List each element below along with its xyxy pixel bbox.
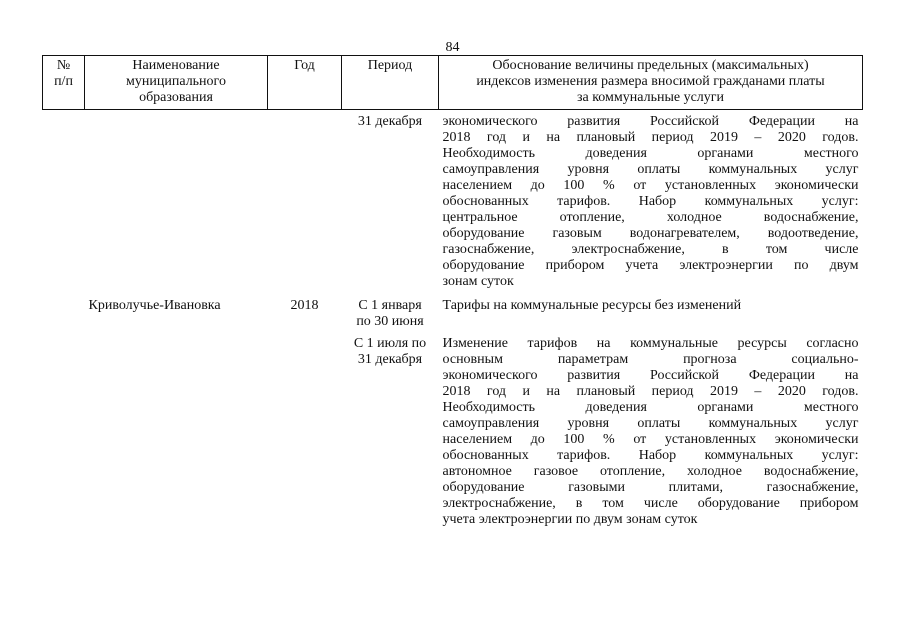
justification-line: центральное отопление, холодное водоснабжение, xyxy=(442,210,859,225)
municipality-name: Криволучье-Ивановка xyxy=(88,298,221,313)
justification-line: самоуправления уровня оплаты коммунальных услуг xyxy=(442,162,859,177)
row-number xyxy=(43,330,85,528)
justification-line: обоснованных тарифов. Набор коммунальных услуг: xyxy=(442,448,859,463)
header-year: Год xyxy=(268,56,342,110)
period-line: по 30 июня xyxy=(356,314,424,329)
justification-line: населением до 100 % от установленных экономически xyxy=(442,432,859,447)
table-body xyxy=(43,110,863,529)
header-municipality: Наименование муниципального образования xyxy=(85,56,268,110)
row-number xyxy=(43,110,85,295)
justification-line: оборудование газовым водонагревателем, водоотведение, xyxy=(442,226,859,241)
justification-line: Тарифы на коммунальные ресурсы без изменений xyxy=(442,298,742,313)
justification-text xyxy=(439,110,863,295)
justification-line: зонам суток xyxy=(442,274,514,289)
period-line: 31 декабря xyxy=(357,352,423,367)
justification-line: оборудование прибором учета электроэнергии по двум xyxy=(442,258,859,273)
table-header xyxy=(43,56,863,110)
year-value xyxy=(268,330,342,528)
table-row xyxy=(43,330,863,528)
justification-line: 2018 год и на плановый период 2019 – 2020 годов. xyxy=(442,384,859,399)
justification-line: Необходимость доведения органами местного xyxy=(442,146,859,161)
justification-line: самоуправления уровня оплаты коммунальных услуг xyxy=(442,416,859,431)
header-row xyxy=(43,56,863,110)
justification-line: экономического развития Российской Федерации на xyxy=(442,368,859,383)
page-number: 84 xyxy=(445,40,460,55)
justification-line: Изменение тарифов на коммунальные ресурсы согласно xyxy=(442,336,859,351)
justification-line: населением до 100 % от установленных экономически xyxy=(442,178,859,193)
justification-text xyxy=(439,330,863,528)
period-value xyxy=(342,110,439,295)
justification-line: Необходимость доведения органами местного xyxy=(442,400,859,415)
period-value xyxy=(342,330,439,528)
justification-line: электроснабжение, в том числе оборудование прибором xyxy=(442,496,859,511)
row-number xyxy=(43,294,85,330)
justification-line: обоснованных тарифов. Набор коммунальных услуг: xyxy=(442,194,859,209)
year-value xyxy=(268,110,342,295)
justification-line: газоснабжение, электроснабжение, в том числе xyxy=(442,242,859,257)
justification-line: оборудование газовыми плитами, газоснабжение, xyxy=(442,480,859,495)
period-line: 31 декабря xyxy=(357,114,423,129)
period-line: С 1 июля по xyxy=(353,336,427,351)
municipality-name xyxy=(85,330,268,528)
period-value xyxy=(342,294,439,330)
table-row xyxy=(43,110,863,295)
tariff-table xyxy=(42,55,863,528)
header-justification: Обоснование величины предельных (максимальных) индексов изменения размера вносимой гражданами платы за коммунальные услуги xyxy=(439,56,863,110)
municipality-name xyxy=(85,110,268,295)
period-line: С 1 января xyxy=(358,298,422,313)
justification-line: 2018 год и на плановый период 2019 – 2020 годов. xyxy=(442,130,859,145)
header-period: Период xyxy=(342,56,439,110)
justification-line: основным параметрам прогноза социально- xyxy=(442,352,859,367)
justification-text xyxy=(439,294,863,330)
header-number: № п/п xyxy=(43,56,85,110)
justification-line: автономное газовое отопление, холодное водоснабжение, xyxy=(442,464,859,479)
table-row xyxy=(43,294,863,330)
year-value: 2018 xyxy=(290,298,319,313)
justification-line: экономического развития Российской Федерации на xyxy=(442,114,859,129)
justification-line: учета электроэнергии по двум зонам суток xyxy=(442,512,698,527)
